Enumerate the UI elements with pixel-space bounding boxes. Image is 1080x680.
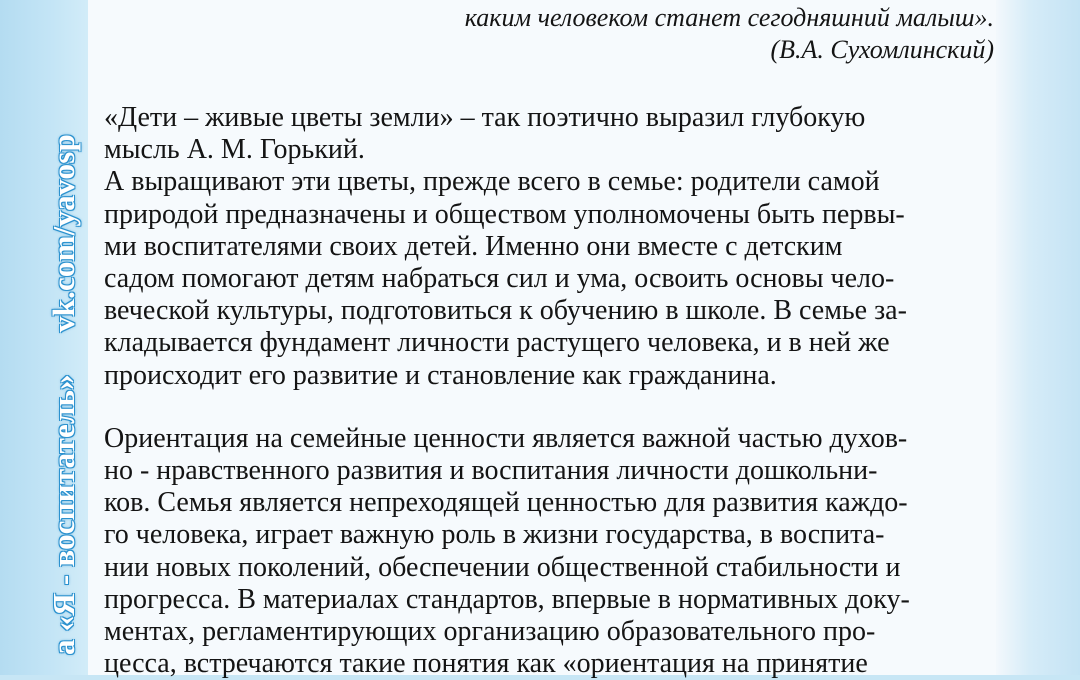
paragraph-gorky [104,102,994,166]
paragraph-values [104,423,994,680]
document-body [104,0,994,680]
text-line: ментах, регламентирующих организацию образовательного про- [104,616,876,648]
text-line: ков. Семья является непреходящей ценностью для развития каждо- [104,487,908,519]
text-line: садом помогают детям набраться сил и ума, освоить основы чело- [104,263,895,295]
text-line: кладывается фундамент личности растущего человека, и в ней же [104,327,890,359]
quote-author: (В.А. Сухомлинский) [770,35,994,64]
text-line: природой предназначены и обществом уполномочены быть первы- [104,198,905,230]
vertical-caption-group-name: а «Я - воспитатель» [46,374,81,655]
text-line: веческой культуры, подготовиться к обучению в школе. В семье за- [104,295,907,327]
vertical-caption-url: vk.com/yavosp [46,134,81,333]
vertical-caption [44,134,84,655]
right-side-band [996,0,1080,675]
text-line: го человека, играет важную роль в жизни государства, в воспита- [104,519,885,551]
text-line: нии новых поколений, обеспечении общественной стабильности и [104,551,901,583]
left-side-band [0,0,88,675]
quote-line: каким человеком станет сегодняшний малыш». [464,3,994,32]
text-line: цесса, встречаются такие понятия как «ориентация на принятие [104,648,868,680]
paragraph-family [104,166,994,391]
text-line: прогресса. В материалах стандартов, впервые в нормативных доку- [104,583,910,615]
text-line: мысль А. М. Горький. [104,134,365,166]
text-line: происходит его развитие и становление как гражданина. [104,359,777,391]
text-line: «Дети – живые цветы земли» – так поэтично выразил глубокую [104,102,866,133]
text-line: А выращивают эти цветы, прежде всего в семье: родители самой [104,166,880,198]
text-line: ми воспитателями своих детей. Именно они вместе с детским [104,230,843,262]
epigraph-quote [104,2,994,66]
text-line: но - нравственного развития и воспитания личности дошкольни- [104,455,878,487]
text-line: Ориентация на семейные ценности является важной частью духов- [104,422,908,454]
